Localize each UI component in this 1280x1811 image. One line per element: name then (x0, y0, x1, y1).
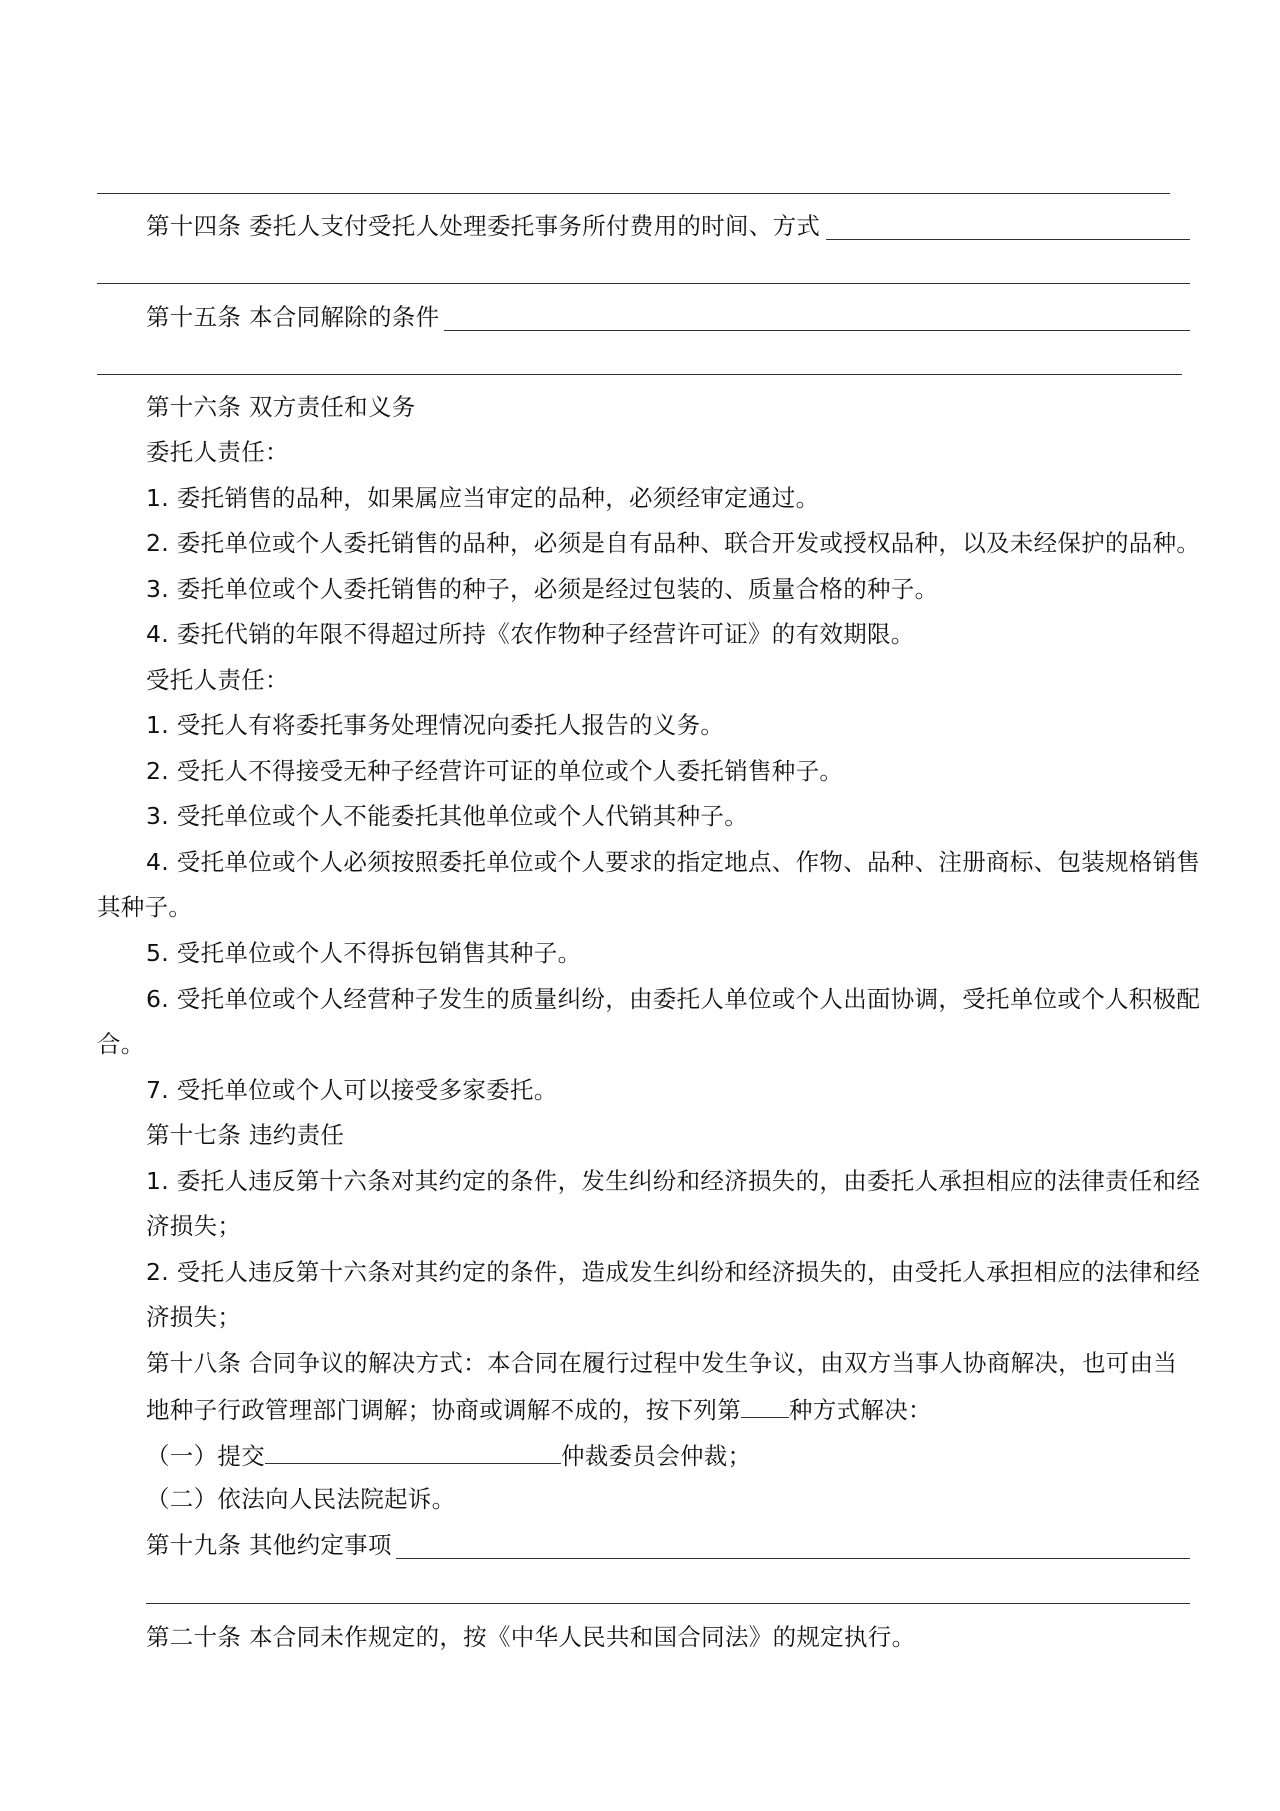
article-15-blank[interactable] (444, 330, 1190, 331)
option-number-blank[interactable] (741, 1391, 789, 1418)
principal-heading: 委托人责任： (146, 438, 289, 466)
option-1-text: （一）提交 (146, 1442, 265, 1470)
principal-item: 3. 委托单位或个人委托销售的种子，必须是经过包装的、质量合格的种子。 (146, 575, 939, 603)
agent-item: 5. 受托单位或个人不得拆包销售其种子。 (146, 939, 582, 967)
agent-heading: 受托人责任： (146, 666, 289, 694)
article-15-text: 第十五条 本合同解除的条件 (146, 303, 440, 331)
article-18-line: 第十八条 合同争议的解决方式：本合同在履行过程中发生争议，由双方当事人协商解决，也可由当 (146, 1349, 1178, 1377)
agent-item: 2. 受托人不得接受无种子经营许可证的单位或个人委托销售种子。 (146, 757, 844, 785)
article-20: 第二十条 本合同未作规定的，按《中华人民共和国合同法》的规定执行。 (146, 1623, 916, 1651)
blank-line (97, 193, 1170, 194)
article-17-item: 1. 委托人违反第十六条对其约定的条件，发生纠纷和经济损失的，由委托人承担相应的法律责任和经 (146, 1167, 1201, 1195)
article-19-text: 第十九条 其他约定事项 (146, 1531, 392, 1559)
principal-item: 1. 委托销售的品种，如果属应当审定的品种，必须经审定通过。 (146, 484, 820, 512)
article-14-blank[interactable] (826, 239, 1190, 240)
option-1 (146, 1437, 751, 1473)
agent-item: 3. 受托单位或个人不能委托其他单位或个人代销其种子。 (146, 802, 748, 830)
article-17-item-continued: 济损失； (146, 1303, 242, 1331)
principal-item: 4. 委托代销的年限不得超过所持《农作物种子经营许可证》的有效期限。 (146, 620, 915, 648)
agent-item-continued: 合。 (97, 1030, 145, 1058)
blank-line (146, 1603, 1190, 1604)
article-14-text: 第十四条 委托人支付受托人处理委托事务所付费用的时间、方式 (146, 212, 821, 240)
article-19-blank[interactable] (396, 1558, 1190, 1559)
agent-item: 1. 受托人有将委托事务处理情况向委托人报告的义务。 (146, 711, 725, 739)
article-17-title: 第十七条 违约责任 (146, 1121, 345, 1149)
blank-line (97, 283, 1190, 284)
article-16-title: 第十六条 双方责任和义务 (146, 393, 416, 421)
agent-item: 6. 受托单位或个人经营种子发生的质量纠纷，由委托人单位或个人出面协调，受托单位或个人积极配 (146, 985, 1201, 1013)
option-2: （二）依法向人民法院起诉。 (146, 1485, 456, 1513)
agent-item: 4. 受托单位或个人必须按照委托单位或个人要求的指定地点、作物、品种、注册商标、包装规格销售 (146, 848, 1201, 876)
article-17-item-continued: 济损失； (146, 1212, 242, 1240)
agent-item-continued: 其种子。 (97, 893, 193, 921)
principal-item: 2. 委托单位或个人委托销售的品种，必须是自有品种、联合开发或授权品种，以及未经保护的品种。 (146, 529, 1201, 557)
article-19 (146, 1528, 392, 1562)
article-17-item: 2. 受托人违反第十六条对其约定的条件，造成发生纠纷和经济损失的，由受托人承担相应的法律和经 (146, 1258, 1201, 1286)
article-15 (146, 300, 439, 334)
article-14 (146, 209, 820, 243)
article-18-line (146, 1391, 932, 1427)
article-18-text: 种方式解决： (789, 1396, 932, 1424)
article-18-text: 地种子行政管理部门调解；协商或调解不成的，按下列第 (146, 1396, 741, 1424)
agent-item: 7. 受托单位或个人可以接受多家委托。 (146, 1076, 558, 1104)
blank-line (97, 374, 1182, 375)
option-1-text: 仲裁委员会仲裁； (561, 1442, 752, 1470)
arbitration-commission-blank[interactable] (265, 1437, 561, 1464)
